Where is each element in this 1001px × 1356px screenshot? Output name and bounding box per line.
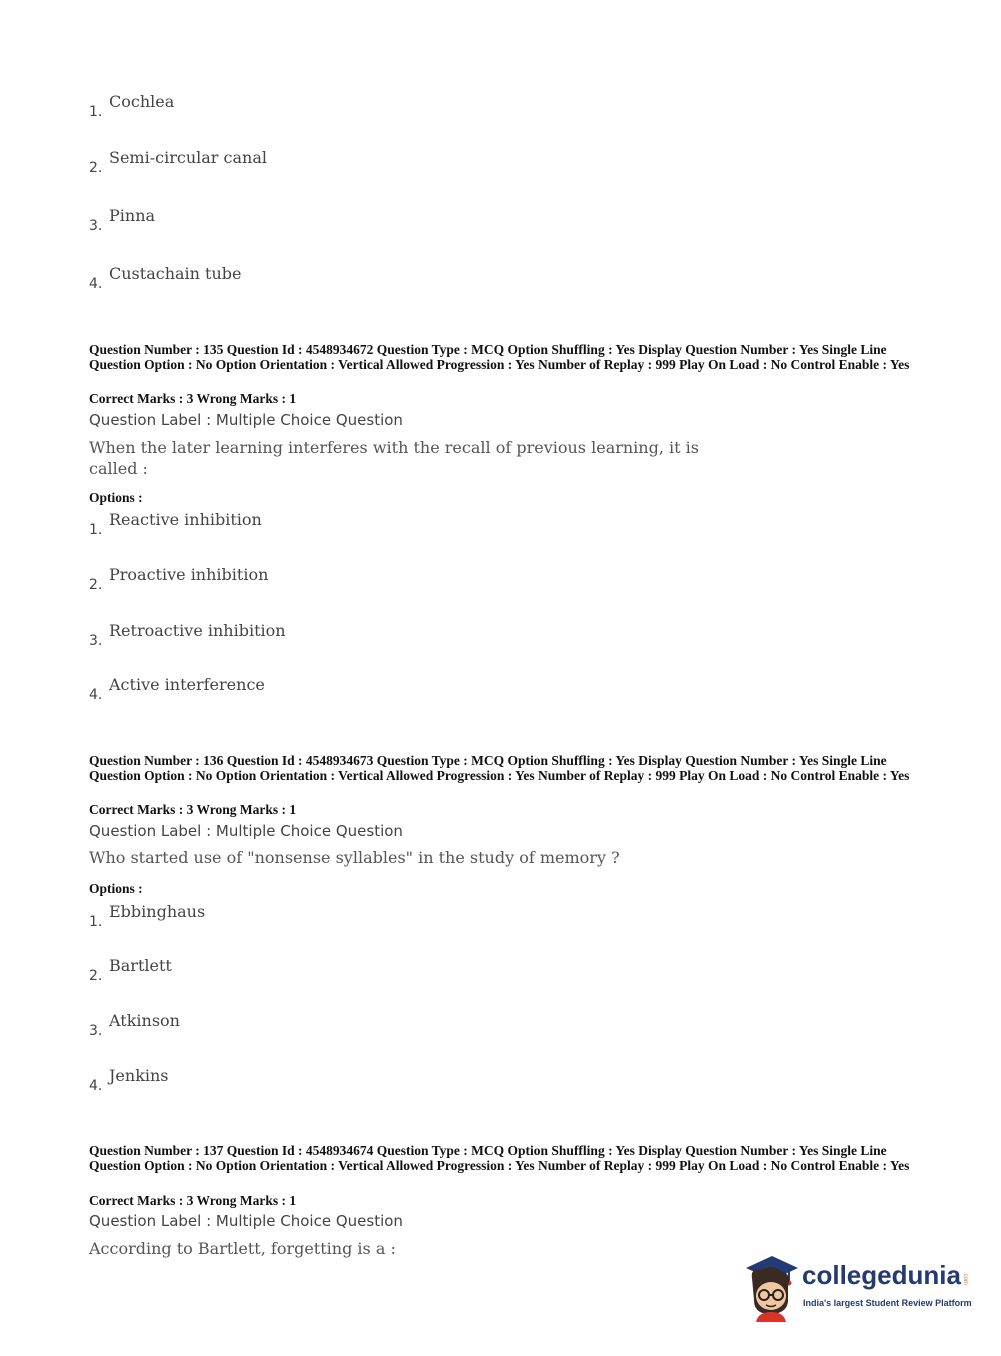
question-label: Question Label : Multiple Choice Question — [89, 1212, 403, 1230]
option-text: Custachain tube — [109, 264, 242, 283]
option-number: 4. — [89, 276, 103, 292]
question-text: According to Bartlett, forgetting is a : — [89, 1239, 396, 1258]
question-text: Who started use of "nonsense syllables" in the study of memory ? — [89, 848, 620, 867]
option-number: 3. — [89, 1023, 103, 1039]
option-number: 3. — [89, 218, 103, 234]
option-text: Semi-circular canal — [109, 148, 267, 167]
option-number: 1. — [89, 522, 103, 538]
option-text: Ebbinghaus — [109, 902, 206, 921]
option-number: 1. — [89, 104, 103, 120]
collegedunia-logo — [742, 1250, 972, 1322]
question-marks: Correct Marks : 3 Wrong Marks : 1 — [89, 802, 297, 817]
question-meta: Question Number : 136 Question Id : 4548934673 Question Type : MCQ Option Shuffling : Yes Display Question Number : Yes Single Line Question Option : No Option Orientation : Vertical Allowed Progression : Yes Number of Replay : 999 Play On Load : No Control Enable : Yes — [89, 753, 910, 783]
option-text: Retroactive inhibition — [109, 621, 286, 640]
options-heading: Options : — [89, 490, 143, 505]
option-text: Pinna — [109, 206, 156, 225]
option-number: 4. — [89, 687, 103, 703]
question-meta: Question Number : 137 Question Id : 4548934674 Question Type : MCQ Option Shuffling : Yes Display Question Number : Yes Single Line Question Option : No Option Orientation : Vertical Allowed Progression : Yes Number of Replay : 999 Play On Load : No Control Enable : Yes — [89, 1143, 910, 1173]
brand-tagline: India's largest Student Review Platform — [803, 1298, 972, 1308]
option-text: Active interference — [109, 675, 265, 694]
question-meta: Question Number : 135 Question Id : 4548934672 Question Type : MCQ Option Shuffling : Yes Display Question Number : Yes Single Line Question Option : No Option Orientation : Vertical Allowed Progression : Yes Number of Replay : 999 Play On Load : No Control Enable : Yes — [89, 342, 910, 372]
question-marks: Correct Marks : 3 Wrong Marks : 1 — [89, 1193, 297, 1208]
brand-suffix: .com — [962, 1272, 968, 1286]
question-label: Question Label : Multiple Choice Question — [89, 411, 403, 429]
option-text: Reactive inhibition — [109, 510, 262, 529]
option-number: 4. — [89, 1078, 103, 1094]
option-number: 2. — [89, 577, 103, 593]
option-number: 1. — [89, 914, 103, 930]
question-text: When the later learning interferes with the recall of previous learning, it is called : — [89, 438, 699, 478]
question-label: Question Label : Multiple Choice Question — [89, 822, 403, 840]
option-number: 2. — [89, 160, 103, 176]
option-number: 3. — [89, 633, 103, 649]
brand-name: collegedunia — [802, 1260, 961, 1290]
option-text: Cochlea — [109, 92, 175, 111]
option-text: Proactive inhibition — [109, 565, 269, 584]
options-heading: Options : — [89, 881, 143, 896]
question-marks: Correct Marks : 3 Wrong Marks : 1 — [89, 391, 297, 406]
option-text: Jenkins — [109, 1066, 169, 1085]
option-text: Atkinson — [109, 1011, 180, 1030]
option-text: Bartlett — [109, 956, 172, 975]
mascot-icon — [742, 1250, 802, 1322]
option-number: 2. — [89, 968, 103, 984]
